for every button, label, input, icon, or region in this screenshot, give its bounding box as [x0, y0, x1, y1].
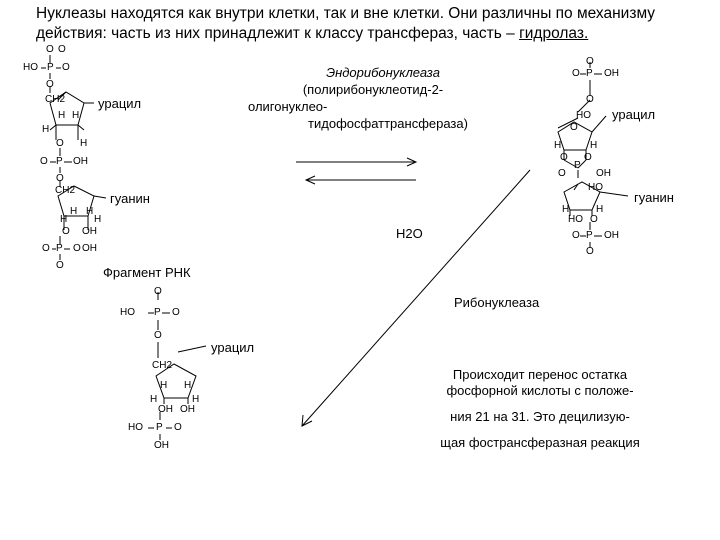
note-line-2: фосфорной кислоты с положе- [446, 383, 634, 398]
base-label-uracil-2: урацил [211, 340, 255, 355]
atom-label: O [174, 422, 182, 433]
atom-label: H [72, 110, 80, 121]
bond [94, 196, 106, 198]
atom-label: O [46, 79, 54, 90]
atom-label: OH [154, 440, 169, 451]
atom-label: H [590, 140, 598, 151]
heading-line-2: действия: часть из них принадлежит к классу трансфераз, часть – [36, 25, 520, 42]
enzyme-endoribonuclease [228, 64, 468, 132]
base-label-uracil: урацил [98, 96, 142, 111]
atom-label: O [56, 173, 64, 184]
atom-label: CH2 [55, 185, 76, 196]
atom-label: O [40, 156, 48, 167]
atom-label: H [86, 206, 94, 217]
note-line-4: щая фострансферазная реакция [440, 435, 640, 450]
bond [178, 346, 206, 352]
atom-label: HO [23, 62, 38, 73]
atom-label: H [60, 214, 68, 225]
atom-label: O [62, 62, 70, 73]
atom-label: O [46, 44, 54, 55]
atom-label: O [73, 243, 81, 254]
atom-label: O [558, 168, 566, 179]
atom-label: H [42, 124, 50, 135]
heading-line-1: Нуклеазы находятся как внутри клетки, так и вне клетки. Они различны по механизму [36, 5, 656, 22]
atom-label: OH [180, 404, 195, 415]
atom-label: O [590, 214, 598, 225]
enzyme-ribonuclease: Рибонуклеаза [454, 295, 540, 310]
atom-label: O [584, 152, 592, 163]
bond [592, 116, 606, 132]
atom-label: O [586, 246, 594, 257]
atom-label: OH [73, 156, 88, 167]
atom-label: O [572, 230, 580, 241]
atom-label: P [574, 160, 581, 171]
enzyme-line-4: тидофосфаттрансфераза) [308, 116, 468, 131]
base-label-guanine-2: гуанин [634, 190, 674, 205]
atom-label: O [560, 152, 568, 163]
atom-label: O [62, 226, 70, 237]
atom-label: O [572, 68, 580, 79]
enzyme-line-3: олигонуклео- [248, 99, 328, 114]
atom-label: HO [576, 110, 591, 121]
atom-label: P [156, 422, 163, 433]
bond [600, 192, 628, 196]
atom-label: H [562, 204, 570, 215]
atom-label: OH [158, 404, 173, 415]
atom-label: O [42, 243, 50, 254]
atom-label: P [154, 307, 161, 318]
atom-label: O [58, 44, 66, 55]
enzyme-name: Эндорибонуклеаза [326, 65, 440, 80]
atom-label: O [56, 260, 64, 271]
atom-label: HO [128, 422, 143, 433]
atom-label: O [56, 138, 64, 149]
base-label-uracil-3: урацил [612, 107, 656, 122]
atom-label: OH [82, 243, 97, 254]
atom-label: H [80, 138, 88, 149]
atom-label: HO [120, 307, 135, 318]
atom-label: HO [588, 182, 603, 193]
water-label: H2O [396, 226, 423, 241]
atom-label: P [47, 62, 54, 73]
atom-label: H [94, 214, 102, 225]
atom-label: CH2 [152, 360, 173, 371]
atom-label: O [172, 307, 180, 318]
atom-label: H [150, 394, 158, 405]
atom-label: O [154, 330, 162, 341]
atom-label: HO [568, 214, 583, 225]
atom-label: O [570, 122, 578, 133]
atom-label: OH [82, 226, 97, 237]
note-line-3: ния 21 на 31. Это децилизую- [450, 409, 630, 424]
atom-label: O [586, 94, 594, 105]
atom-label: OH [604, 68, 619, 79]
atom-label: O [586, 56, 594, 67]
atom-label: H [184, 380, 192, 391]
atom-label: H [58, 110, 66, 121]
atom-label: H [192, 394, 200, 405]
enzyme-line-2: (полирибонуклеотид-2- [302, 82, 444, 97]
atom-label: P [56, 156, 63, 167]
atom-label: H [554, 140, 562, 151]
heading-underlined-word: гидролаз. [519, 25, 589, 42]
atom-label: H [160, 380, 168, 391]
atom-label: O [154, 286, 162, 297]
atom-label: P [586, 230, 593, 241]
atom-label: OH [596, 168, 611, 179]
bond [50, 125, 56, 130]
atom-label: OH [604, 230, 619, 241]
bond [78, 125, 84, 130]
atom-label: CH2 [45, 94, 66, 105]
atom-label: H [70, 206, 78, 217]
rna-fragment-label: Фрагмент РНК [103, 265, 191, 280]
atom-label: P [586, 68, 593, 79]
base-label-guanine: гуанин [110, 191, 150, 206]
atom-label: P [56, 243, 63, 254]
note-line-1: Происходит перенос остатка [452, 367, 628, 382]
atom-label: H [596, 204, 604, 215]
reaction-note [420, 367, 660, 451]
